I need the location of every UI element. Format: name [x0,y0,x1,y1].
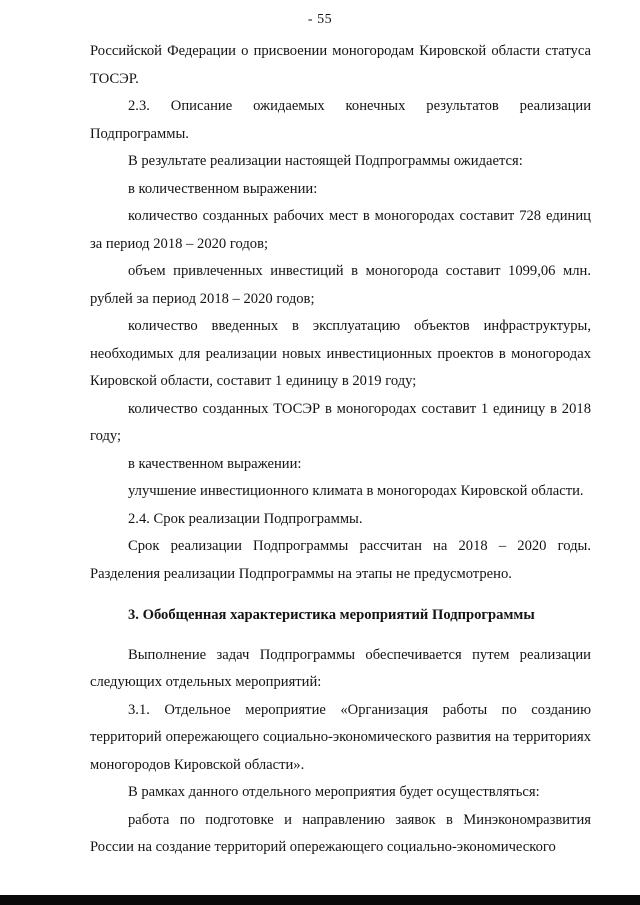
page-number: - 55 [307,12,333,27]
paragraph-expected: В результате реализации настоящей Подпрограммы ожидается: [128,153,523,169]
paragraph-infrastructure: количество введенных в эксплуатацию объектов инфраструктуры, необходимых для реализации новых инвестиционных проектов в моногородах Кировской области, составит 1 единицу в 2019 году; [90,318,591,389]
paragraph-jobs: количество созданных рабочих мест в моногородах составит 728 единиц за период 2018 – 2020 годов; [90,208,591,252]
paragraph-tasks: Выполнение задач Подпрограммы обеспечивается путем реализации следующих отдельных мероприятий: [90,646,591,690]
paragraph-section-2-4: 2.4. Срок реализации Подпрограммы. [128,510,363,527]
section-heading: 3. Обобщенная характеристика мероприятий Подпрограммы [128,607,535,623]
paragraph-term: Срок реализации Подпрограммы рассчитан на 2018 – 2020 годы. Разделения реализации Подпрограммы на этапы не предусмотрено. [90,538,591,582]
paragraph-qualitative: в качественном выражении: [128,455,302,472]
paragraph-continuation: Российской Федерации о присвоении моногородам Кировской области статуса ТОСЭР. [90,43,591,87]
scan-edge-bar [0,895,640,905]
paragraph-section-2-3: 2.3. Описание ожидаемых конечных результатов реализации Подпрограммы. [90,98,591,142]
paragraph-within: В рамках данного отдельного мероприятия будет осуществляться: [128,784,540,800]
paragraph-quantitative: в количественном выражении: [128,180,318,197]
paragraph-section-3-1: 3.1. Отдельное мероприятие «Организация работы по созданию территорий опережающего социально-экономического развития на территориях моногородов Кировской области». [90,701,591,773]
paragraph-investments: объем привлеченных инвестиций в моногорода составит 1099,06 млн. рублей за период 2018 – 2020 годов; [90,263,591,307]
paragraph-toser: количество созданных ТОСЭР в моногородах составит 1 единицу в 2018 году; [90,400,591,444]
paragraph-work: работа по подготовке и направлению заявок в Минэкономразвития России на создание территорий опережающего социально-экономического [90,811,591,855]
document-body [90,38,591,862]
paragraph-climate: улучшение инвестиционного климата в моногородах Кировской области. [128,483,584,499]
